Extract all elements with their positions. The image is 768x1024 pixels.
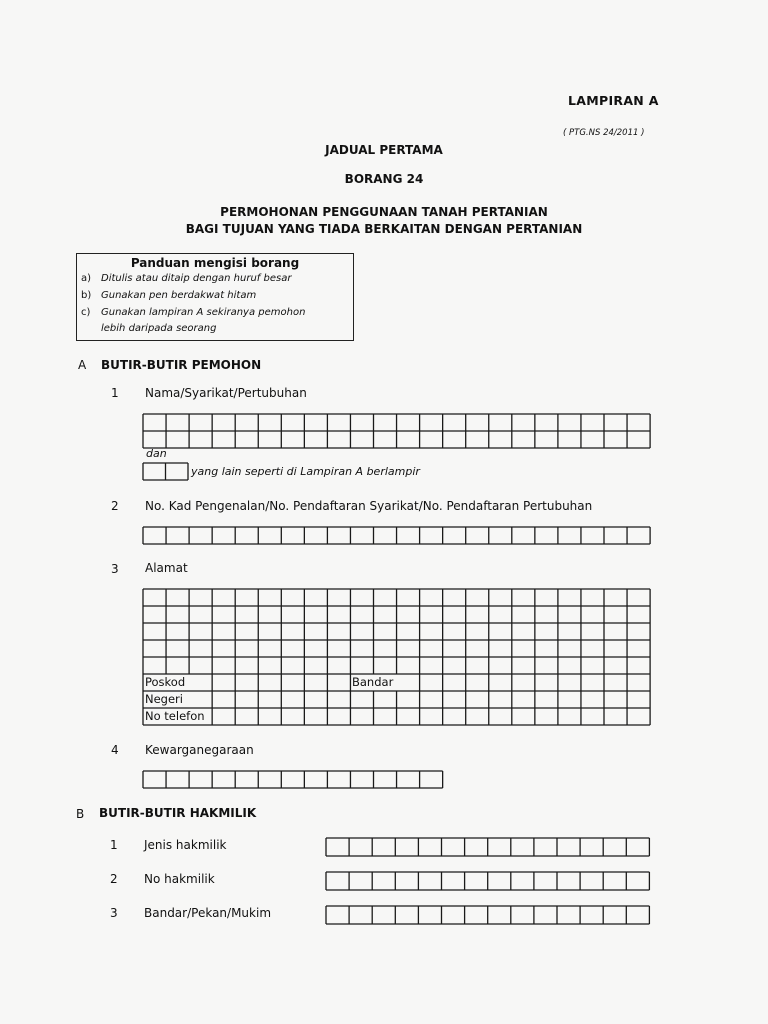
name-input-grid[interactable] <box>143 414 650 448</box>
reference-code: ( PTG.NS 24/2011 ) <box>563 128 645 138</box>
address-negeri-label: Negeri <box>145 692 183 706</box>
address-poskod-label: Poskod <box>145 675 186 689</box>
section-b-title: BUTIR-BUTIR HAKMILIK <box>99 806 257 820</box>
section-a-letter: A <box>78 358 87 372</box>
address-telefon-label: No telefon <box>145 709 205 723</box>
field-b3-label: Bandar/Pekan/Mukim <box>144 906 272 920</box>
field-a1-label: Nama/Syarikat/Pertubuhan <box>145 386 307 400</box>
title-tujuan: BAGI TUJUAN YANG TIADA BERKAITAN DENGAN PERTANIAN <box>185 222 583 236</box>
field-a2-label: No. Kad Pengenalan/No. Pendaftaran Syarikat/No. Pendaftaran Pertubuhan <box>145 499 593 513</box>
address-input-grid[interactable] <box>143 589 650 725</box>
title-permohonan: PERMOHONAN PENGGUNAAN TANAH PERTANIAN <box>220 205 548 219</box>
title-jadual: JADUAL PERTAMA <box>325 143 443 157</box>
field-b1-number: 1 <box>110 838 118 852</box>
field-a3-number: 3 <box>111 562 119 576</box>
id-number-input-grid[interactable] <box>143 527 650 544</box>
dan-label: dan <box>146 447 167 460</box>
guide-title: Panduan mengisi borang <box>130 256 300 270</box>
field-b3-number: 3 <box>110 906 118 920</box>
field-a1-number: 1 <box>111 386 119 400</box>
title-number-input-grid[interactable] <box>326 872 650 890</box>
lampiran-label: LAMPIRAN A <box>568 93 659 108</box>
applicant-count-input[interactable] <box>143 463 188 480</box>
guide-item-c: c) Gunakan lampiran A sekiranya pemohon <box>81 307 306 318</box>
citizenship-input-grid[interactable] <box>143 771 443 788</box>
title-type-input-grid[interactable] <box>326 838 650 856</box>
lampiran-note: yang lain seperti di Lampiran A berlampir <box>191 465 420 478</box>
section-b-letter: B <box>76 807 85 821</box>
field-a3-label: Alamat <box>145 561 188 575</box>
guide-item-c-continuation: lebih daripada seorang <box>101 323 217 334</box>
field-a4-number: 4 <box>111 743 119 757</box>
guide-item-b: b) Gunakan pen berdakwat hitam <box>81 290 257 301</box>
guide-item-a: a) Ditulis atau ditaip dengan huruf besar <box>81 273 292 284</box>
title-borang: BORANG 24 <box>344 172 424 186</box>
address-bandar-label: Bandar <box>352 675 394 689</box>
field-a4-label: Kewarganegaraan <box>145 743 254 757</box>
field-b1-label: Jenis hakmilik <box>144 838 227 852</box>
field-a2-number: 2 <box>111 499 119 513</box>
field-b2-number: 2 <box>110 872 118 886</box>
town-mukim-input-grid[interactable] <box>326 906 650 924</box>
section-a-title: BUTIR-BUTIR PEMOHON <box>101 358 262 372</box>
field-b2-label: No hakmilik <box>144 872 215 886</box>
